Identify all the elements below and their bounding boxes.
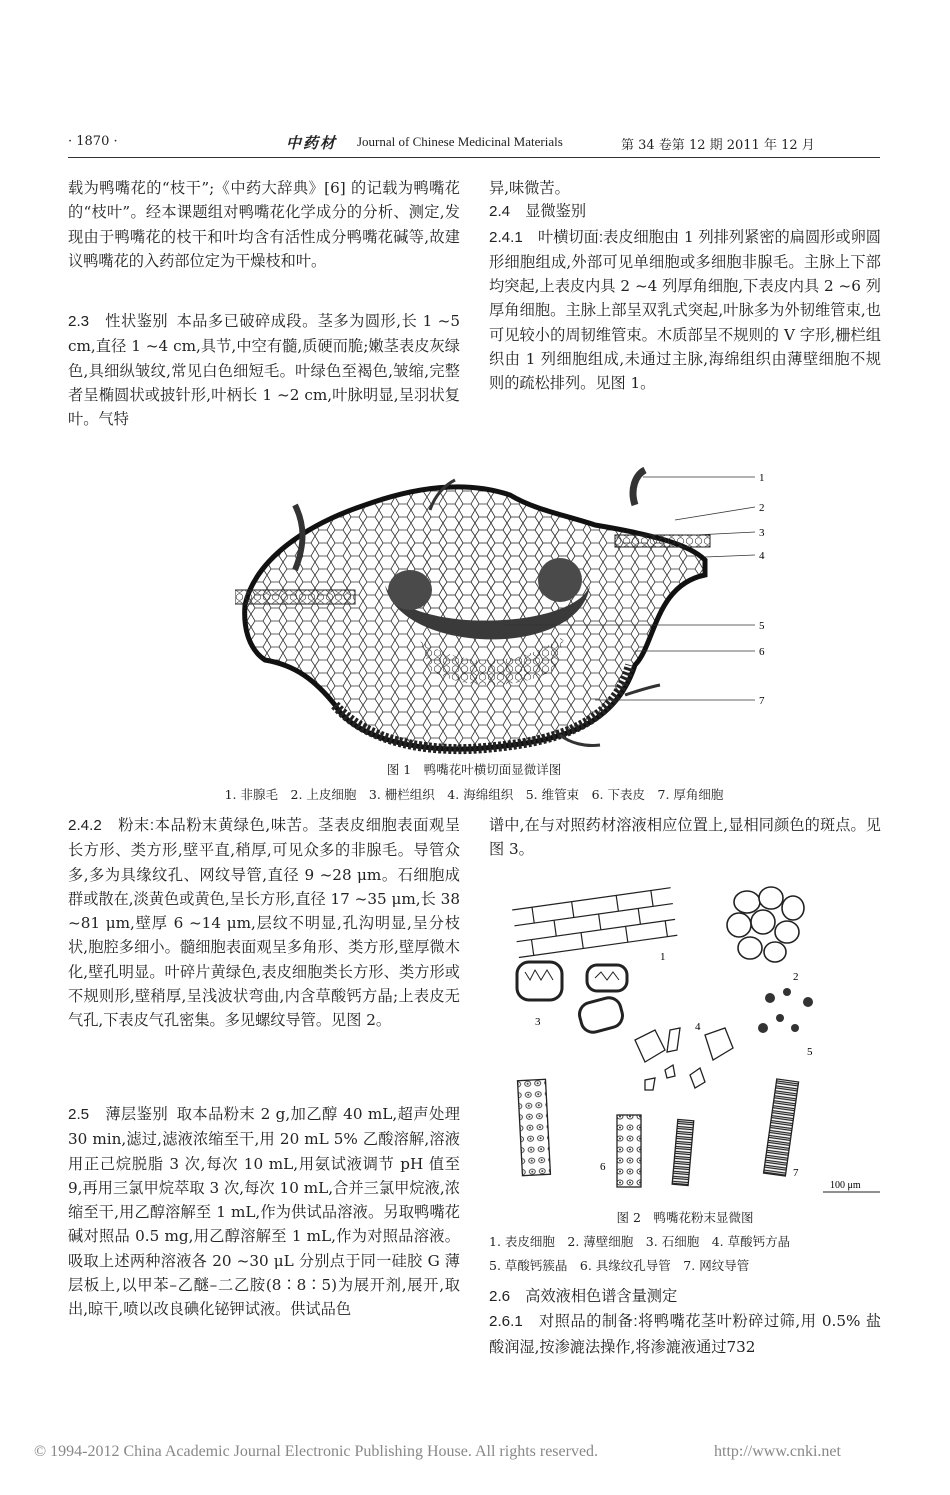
fig1-label-1: 1 [759, 472, 765, 484]
section-body: 表皮细胞由 1 列排列紧密的扁圆形或卵圆形细胞组成,外部可见单细胞或多细胞非腺毛。主脉上下部均突起,上表皮内具 2 ~4 列厚角细胞,下表皮内具 2 ~6 列厚角细胞。主脉上部呈双乳式突起,叶脉多为外韧维管束,也可见较小的周韧维管束。木质部呈不规则的 V 字形,栅栏组织由 1 列细胞组成,未通过主脉,海绵组织由薄壁细胞不规则的疏松排列。见图 1。 [489, 227, 881, 393]
page-number: · 1870 · [68, 134, 118, 149]
section-heading: 2.5 薄层鉴别 [68, 1106, 169, 1123]
section-body: 取本品粉末 2 g,加乙醇 40 mL,超声处理 30 min,滤过,滤液浓缩至干,用 20 mL 5% 乙酸溶解,溶液用正己烷脱脂 3 次,每次 10 mL,用氨试液调节 pH 值至 9,再用三氯甲烷萃取 3 次,每次 10 mL,合并三氯甲烷液,浓缩至干,用乙醇溶解至 1 mL,作为供试品溶液。另取鸭嘴花碱对照品 0.5 mg,用乙醇溶解至 1 mL,作为对照品溶液。吸取上述两种溶液各 20 ~30 μL 分别点于同一硅胶 G 薄层板上,以甲苯–乙醚–二乙胺(8∶8∶5)为展开剂,展开,取出,晾干,喷以改良碘化铋钾试液。供试品色 [68, 1105, 460, 1319]
fig2-label-2: 2 [793, 971, 799, 983]
fig2-label-6: 6 [600, 1161, 606, 1173]
left-paragraph-1 [68, 176, 460, 273]
section-heading: 2.3 性状鉴别 [68, 313, 169, 330]
cnki-url: http://www.cnki.net [714, 1443, 841, 1460]
fig1-label-3: 3 [759, 527, 765, 539]
paragraph-text: 谱中,在与对照药材溶液相应位置上,显相同颜色的斑点。见图 3。 [489, 816, 881, 859]
fig1-label-7: 7 [759, 695, 765, 707]
fig2-label-4: 4 [695, 1021, 701, 1033]
section-2-6 [489, 1285, 881, 1359]
journal-name: Journal of Chinese Medicinal Materials [357, 134, 563, 149]
fig2-label-3: 3 [535, 1016, 541, 1028]
paragraph-text: 异,味微苦。 [489, 179, 570, 197]
page-header [68, 132, 880, 158]
section-2-3 [68, 309, 460, 431]
figure-2-powder-micrograph [505, 880, 890, 1200]
figure-2-legend-1: 1. 表皮细胞 2. 薄壁细胞 3. 石细胞 4. 草酸钙方晶 [489, 1234, 791, 1249]
figure-2-legend-2: 5. 草酸钙簇晶 6. 具缘纹孔导管 7. 网纹导管 [489, 1258, 750, 1273]
fig2-label-7: 7 [793, 1167, 799, 1179]
section-heading-2-4-1: 2.4.1 叶横切面: [489, 228, 604, 246]
section-heading-2-4: 2.4 显微鉴别 [489, 203, 587, 221]
figure-2-caption: 图 2 鸭嘴花粉末显微图 [616, 1210, 754, 1225]
issue-info: 第 34 卷第 12 期 2011 年 12 月 [621, 138, 815, 153]
fig1-label-6: 6 [759, 646, 765, 658]
fig1-label-5: 5 [759, 620, 765, 632]
page-footer [34, 1443, 894, 1461]
right-paragraph-2 [489, 813, 881, 862]
fig1-label-2: 2 [759, 502, 765, 514]
section-heading-2-6: 2.6 高效液相色谱含量测定 [489, 1288, 678, 1305]
section-heading: 2.4.2 粉末: [68, 817, 155, 834]
journal-logo: 中药材 [286, 134, 338, 152]
section-2-5 [68, 1102, 460, 1322]
fig1-label-4: 4 [759, 550, 765, 562]
section-body: 将鸭嘴花茎叶粉碎过筛,用 0.5% 盐酸润湿,按渗漉法操作,将渗漉液通过732 [489, 1312, 882, 1356]
section-body: 本品多已破碎成段。茎多为圆形,长 1 ~5 cm,直径 1 ~4 cm,具节,中空有髓,质硬而脆;嫩茎表皮灰绿色,具细纵皱纹,常见白色细短毛。叶绿色至褐色,皱缩,完整者呈椭圆状或披针形,叶柄长 1 ~2 cm,叶脉明显,呈羽状复叶。气特 [68, 312, 460, 429]
fig2-label-1: 1 [660, 951, 666, 963]
paragraph-text: 载为鸭嘴花的“枝干”;《中药大辞典》[6] 的记载为鸭嘴花的“枝叶”。经本课题组对鸭嘴花化学成分的分析、测定,发现由于鸭嘴花的枝干和叶均含有活性成分鸭嘴花碱等,故建议鸭嘴花的入药部位定为干燥枝和叶。 [68, 179, 460, 270]
figure-1-legend: 1. 非腺毛 2. 上皮细胞 3. 栅栏组织 4. 海绵组织 5. 维管束 6. 下表皮 7. 厚角细胞 [224, 787, 724, 802]
section-body: 本品粉末黄绿色,味苦。茎表皮细胞表面观呈长方形、类方形,壁平直,稍厚,可见众多的非腺毛。导管众多,多为具缘纹孔、网纹导管,直径 9 ~28 μm。石细胞成群或散在,淡黄色或黄色,呈长方形,直径 17 ~35 μm,长 38 ~81 μm,壁厚 6 ~14 μm,层纹不明显,孔沟明显,呈分枝状,胞腔多细小。髓细胞表面观呈多角形、类方形,壁厚微木化,壁孔明显。叶碎片黄绿色,表皮细胞类长方形、类方形或不规则形,壁稍厚,呈浅波状弯曲,内含草酸钙方晶;上表皮无气孔,下表皮气孔密集。多见螺纹导管。见图 2。 [68, 816, 461, 1030]
section-2-4-2 [68, 813, 460, 1033]
scale-bar-label: 100 μm [830, 1180, 861, 1191]
figure-1-caption: 图 1 鸭嘴花叶横切面显微详图 [386, 762, 562, 777]
right-paragraph-1 [489, 176, 881, 396]
copyright-text: © 1994-2012 China Academic Journal Electronic Publishing House. All rights reserved. [34, 1443, 599, 1460]
fig2-label-5: 5 [807, 1046, 813, 1058]
figure-1-leaf-cross-section [235, 465, 780, 765]
section-heading-2-6-1: 2.6.1 对照品的制备: [489, 1313, 638, 1331]
